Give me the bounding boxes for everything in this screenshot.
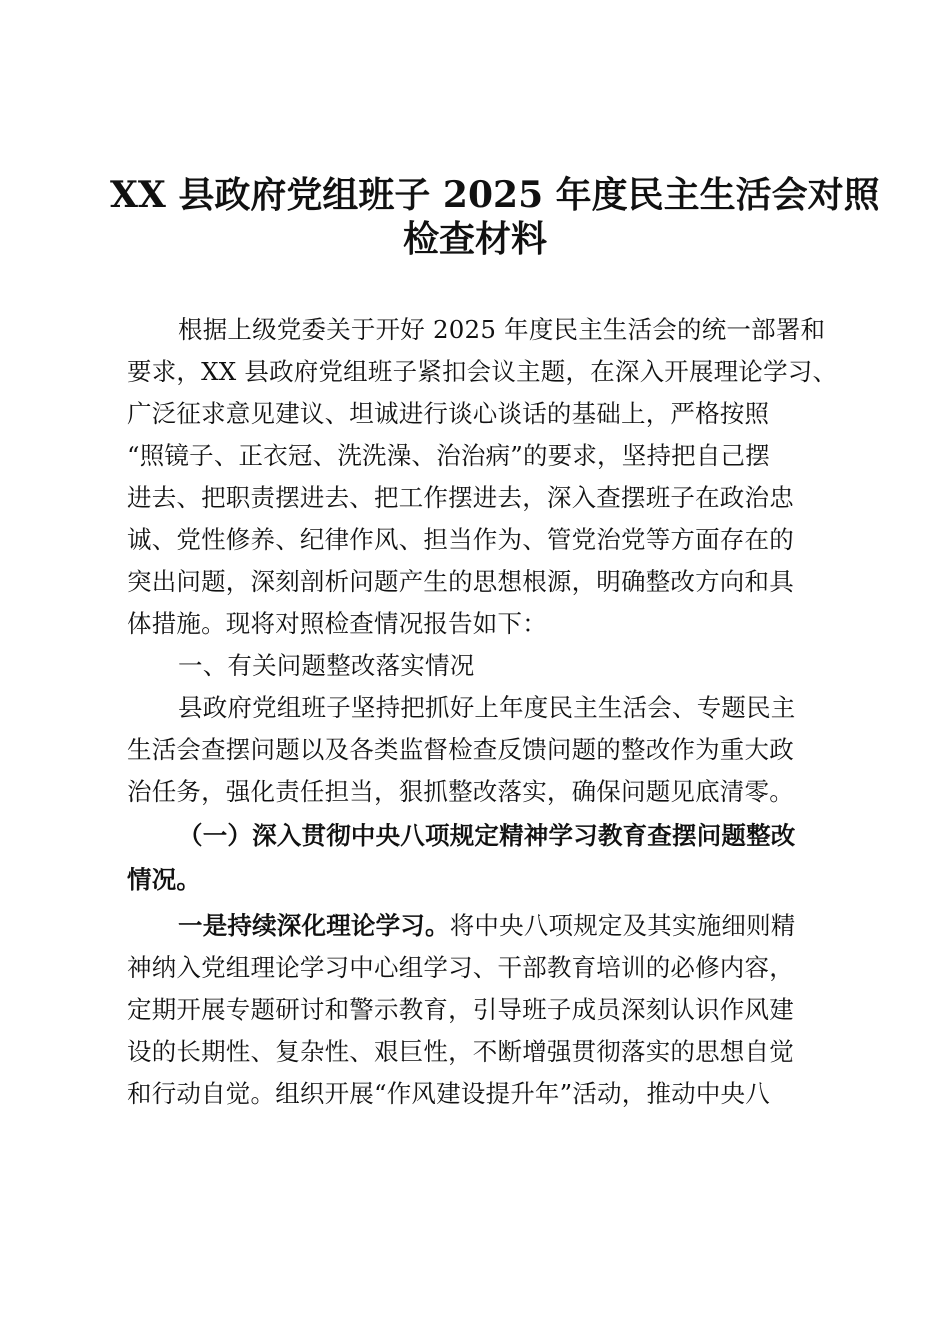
document-title-line-1: XX 县政府党组班子 2025 年度民主生活会对照	[110, 174, 880, 216]
point-line: 和行动自觉。组织开展“作风建设提升年”活动，推动中央八	[127, 1079, 770, 1108]
section-line: 县政府党组班子坚持把抓好上年度民主生活会、专题民主	[178, 693, 796, 722]
point-line: 定期开展专题研讨和警示教育，引导班子成员深刻认识作风建	[127, 995, 794, 1024]
subsection-heading-line: （一）深入贯彻中央八项规定精神学习教育查摆问题整改	[178, 821, 796, 850]
intro-line: “照镜子、正衣冠、洗洗澡、治治病”的要求，坚持把自己摆	[127, 441, 770, 470]
intro-line: 广泛征求意见建议、坦诚进行谈心谈话的基础上，严格按照	[127, 399, 770, 428]
subsection-heading-line: 情况。	[127, 865, 202, 894]
point-text: 将中央八项规定及其实施细则精	[449, 911, 796, 940]
point-line: 设的长期性、复杂性、艰巨性，不断增强贯彻落实的思想自觉	[127, 1037, 794, 1066]
intro-line: 突出问题，深刻剖析问题产生的思想根源，明确整改方向和具	[127, 567, 794, 596]
intro-line: 进去、把职责摆进去、把工作摆进去，深入查摆班子在政治忠	[127, 483, 794, 512]
section-line: 生活会查摆问题以及各类监督检查反馈问题的整改作为重大政	[127, 735, 794, 764]
intro-line: 体措施。现将对照检查情况报告如下：	[127, 609, 547, 638]
intro-line: 要求，XX 县政府党组班子紧扣会议主题，在深入开展理论学习、	[127, 357, 838, 386]
intro-line: 诚、党性修养、纪律作风、担当作为、管党治党等方面存在的	[127, 525, 794, 554]
section-line: 治任务，强化责任担当，狠抓整改落实，确保问题见底清零。	[127, 777, 794, 806]
intro-line: 根据上级党委关于开好 2025 年度民主生活会的统一部署和	[178, 315, 826, 344]
document-title-line-2: 检查材料	[402, 218, 547, 260]
point-first-line	[178, 910, 796, 942]
point-line: 神纳入党组理论学习中心组学习、干部教育培训的必修内容，	[127, 953, 794, 982]
section-heading: 一、有关问题整改落实情况	[178, 651, 475, 680]
point-lead: 一是持续深化理论学习。	[178, 911, 450, 940]
